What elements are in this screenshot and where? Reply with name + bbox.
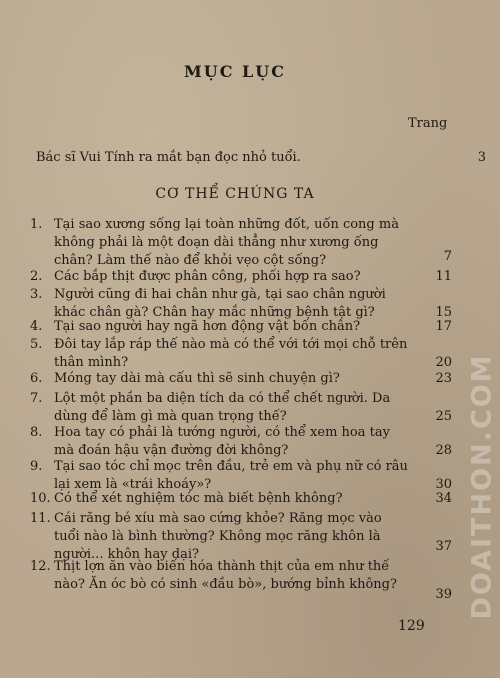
toc-item-number: 7.: [30, 391, 43, 406]
toc-item-title: Các bắp thịt được phân công, phối hợp ra sao?: [54, 269, 361, 284]
toc-item-number: 9.: [30, 459, 43, 474]
toc-item-page: 11: [435, 269, 452, 284]
toc-item-number: 6.: [30, 371, 43, 386]
toc-item-title: Hoa tay có phải là tướng người, có thể xem hoa tay mà đoán hậu vận đường đời không?: [54, 425, 390, 458]
toc-item-page: 28: [435, 443, 452, 458]
toc-item-number: 8.: [30, 425, 43, 440]
toc-item-number: 2.: [30, 269, 43, 284]
toc-item-title: Đôi tay lắp ráp thế nào mà có thể với tới mọi chỗ trên thân mình?: [54, 337, 408, 370]
page-column-label: Trang: [408, 116, 448, 131]
toc-item-number: 12.: [30, 559, 51, 574]
toc-item-number: 1.: [30, 217, 43, 232]
toc-item-page: 23: [435, 371, 452, 386]
toc-item-title: Tại sao xương sống lại toàn những đốt, uốn cong mà không phải là một đoạn dài thẳng như xương ống chân? Làm thế nào để khỏi vẹo cột sống?: [54, 217, 399, 268]
section-heading: CƠ THỂ CHÚNG TA: [155, 186, 315, 202]
intro-entry: [36, 150, 486, 165]
toc-item-title: Có thể xét nghiệm tóc mà biết bệnh không?: [54, 491, 343, 506]
toc-item-number: 11.: [30, 511, 51, 526]
toc-item-title: Cái răng bé xíu mà sao cứng khỏe? Răng mọc vào tuổi nào là bình thường? Không mọc răng khôn là người... khôn hay dại?: [54, 511, 382, 562]
watermark-text: DOAITHON.COM: [466, 352, 498, 620]
toc-item-title: Móng tay dài mà cấu thì sẽ sinh chuyện gì?: [54, 371, 340, 386]
toc-item-number: 10.: [30, 491, 51, 506]
toc-item-page: 15: [435, 305, 452, 320]
toc-item-title: Lột một phần ba diện tích da có thể chết người. Da dùng để làm gì mà quan trọng thế?: [54, 391, 391, 424]
watermark: [462, 336, 500, 636]
toc-item-title: Người cũng đi hai chân như gà, tại sao chân người khác chân gà? Chân hay mắc những bệnh tật gì?: [54, 287, 386, 320]
toc-item-page: 7: [443, 249, 452, 264]
toc-item-page: 39: [435, 587, 452, 602]
page-title: MỤC LỤC: [184, 62, 286, 81]
toc-item-page: 20: [435, 355, 452, 370]
intro-text: Bác sĩ Vui Tính ra mắt bạn đọc nhỏ tuổi.: [36, 150, 301, 165]
intro-page-number: 3: [477, 150, 486, 165]
toc-item-page: 37: [435, 539, 452, 554]
toc-item-number: 4.: [30, 319, 43, 334]
toc-item-page: 30: [435, 477, 452, 492]
toc-item-page: 34: [435, 491, 452, 506]
toc-item-page: 25: [435, 409, 452, 424]
toc-item-number: 5.: [30, 337, 43, 352]
toc-item-page: 17: [435, 319, 452, 334]
toc-item-title: Thịt lợn ăn vào biến hóa thành thịt của em như thế nào? Ăn óc bò có sinh «đầu bò», bướng bỉnh không?: [54, 559, 397, 592]
toc-item-title: Tại sao người hay ngã hơn động vật bốn chân?: [54, 319, 361, 334]
toc-item-number: 3.: [30, 287, 43, 302]
folio-page-number: 129: [398, 618, 425, 634]
toc-item-title: Tại sao tóc chỉ mọc trên đầu, trẻ em và phụ nữ có râu lại xem là «trái khoáy»?: [54, 459, 408, 492]
